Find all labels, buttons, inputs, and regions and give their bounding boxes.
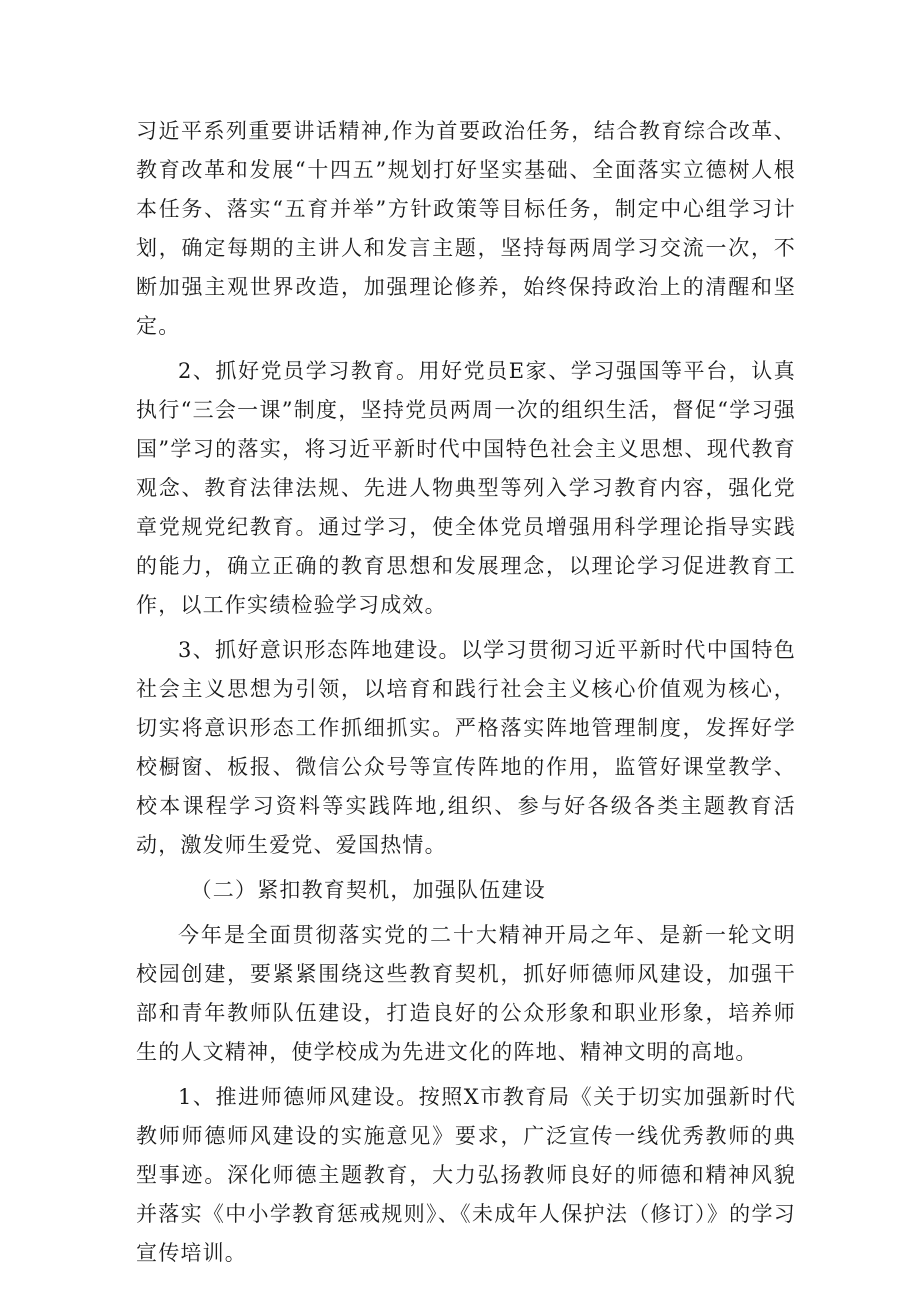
paragraph-intro-continuation: 习近平系列重要讲话精神,作为首要政治任务，结合教育综合改革、教育改革和发展“十四五”规划打好坚实基础、全面落实立德树人根本任务、落实“五育并举”方针政策等目标任务，制定中心组学习计划，确定每期的主讲人和发言主题，坚持每两周学习交流一次，不断加强主观世界改造，加强理论修养，始终保持政治上的清醒和坚定。	[136, 119, 796, 338]
paragraph-party-member-education: 2、抓好党员学习教育。用好党员E家、学习强国等平台，认真执行“三会一课”制度，坚持党员两周一次的组织生活，督促“学习强国”学习的落实，将习近平新时代中国特色社会主义思想、现代教育观念、教育法律法规、先进人物典型等列入学习教育内容，强化党章党规党纪教育。通过学习，使全体党员增强用科学理论指导实践的能力，确立正确的教育思想和发展理念，以理论学习促进教育工作，以工作实绩检验学习成效。	[136, 359, 796, 617]
paragraph-teacher-ethics: 1、推进师德师风建设。按照X市教育局《关于切实加强新时代教师师德师风建设的实施意见》要求，广泛宣传一线优秀教师的典型事迹。深化师德主题教育，大力弘扬教师良好的师德和精神风貌并落实《中小学教育惩戒规则》、《未成年人保护法（修订）》的学习宣传培训。	[136, 1085, 796, 1265]
section-heading: （二）紧扣教育契机，加强队伍建设	[190, 878, 546, 902]
paragraph-ideology-position: 3、抓好意识形态阵地建设。以学习贯彻习近平新时代中国特色社会主义思想为引领，以培育和践行社会主义核心价值观为核心，切实将意识形态工作抓细抓实。严格落实阵地管理制度，发挥好学校橱窗、板报、微信公众号等宣传阵地的作用，监管好课堂教学、校本课程学习资料等实践阵地,组织、参与好各级各类主题教育活动，激发师生爱党、爱国热情。	[136, 638, 796, 857]
paragraph-education-opportunity: 今年是全面贯彻落实党的二十大精神开局之年、是新一轮文明校园创建，要紧紧围绕这些教育契机，抓好师德师风建设，加强干部和青年教师队伍建设，打造良好的公众形象和职业形象，培养师生的人文精神，使学校成为先进文化的阵地、精神文明的高地。	[136, 923, 796, 1064]
document-body	[136, 112, 796, 1279]
